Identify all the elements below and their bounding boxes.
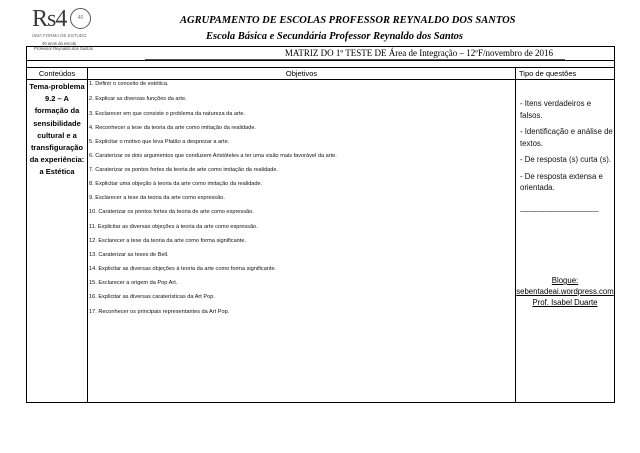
question-type-item: - De resposta (s) curta (s).: [520, 155, 611, 164]
objective-item: 10. Caraterizar os pontos fortes da teoria de arte como expressão.: [89, 209, 254, 215]
column-header-question-types: Tipo de questões: [519, 69, 577, 78]
objective-item: 1. Definir o conceito de estética.: [89, 81, 169, 87]
objective-item: 11. Explicitar as diversas objeções à teoria da arte como expressão.: [89, 224, 258, 230]
objective-item: 14. Explicitar as diversas objeções à teoria da arte como forma significante.: [89, 266, 277, 272]
objective-item: 7. Caraterizar os pontos fortes da teoria de arte como imitação da realidade.: [89, 167, 279, 173]
blog-link[interactable]: sebentadeai.wordpress.com: [516, 287, 614, 296]
school-logo: [30, 6, 102, 50]
objective-item: 4. Reconhecer a tese da teoria da arte como imitação da realidade.: [89, 125, 256, 131]
objective-item: 15. Esclarecer a origem da Pop Art.: [89, 280, 178, 286]
objective-item: 5. Explicitar o motivo que leva Platão a desprezar a arte.: [89, 139, 230, 145]
logo-text: Rs4: [32, 6, 67, 32]
question-type-item: - Itens verdadeiros e falsos.: [520, 99, 592, 120]
blog-info: [516, 275, 614, 308]
column-divider: [87, 68, 88, 403]
objective-item: 6. Caraterizar os dois argumentos que conduzem Aristóteles a ter uma visão mais favorável da arte.: [89, 153, 337, 159]
objectives-table: [27, 67, 614, 403]
header-subtitle: Escola Básica e Secundária Professor Reynaldo dos Santos: [206, 31, 463, 42]
question-type-item: - Identificação e análise de textos.: [520, 127, 613, 148]
header-title: AGRUPAMENTO DE ESCOLAS PROFESSOR REYNALDO DOS SANTOS: [180, 15, 516, 26]
objective-item: 3. Esclarecer em que consiste o problema da natureza da arte.: [89, 111, 246, 117]
column-header-contents: Conteúdos: [38, 69, 76, 78]
question-types: [520, 98, 614, 199]
logo-ring: 40: [70, 8, 91, 29]
logo-line-1: 40 anos da escola: [42, 41, 76, 46]
objective-item: 9. Esclarecer a tese da teoria da arte como expressão.: [89, 195, 225, 201]
blog-label: Blogue:: [551, 276, 579, 285]
document-frame: [26, 46, 615, 403]
matrix-title: MATRIZ DO 1º TESTE DE Área de Integração – 12ºF/novembro de 2016: [145, 47, 565, 60]
logo-line-2: Professor Reynaldo dos Santos: [34, 46, 93, 51]
logo-tagline: UMA FORMA DE ESTUDO: [32, 33, 87, 38]
objective-item: 8. Explicitar uma objeção à teoria da arte como imitação da realidade.: [89, 181, 263, 187]
column-divider: [515, 68, 516, 403]
theme-cell: Tema-problema 9.2 – A formação da sensibilidade cultural e a transfiguração da experiência: a Estética: [29, 82, 85, 177]
column-header-objectives: Objetivos: [285, 69, 318, 78]
objective-item: 17. Reconhecer os principais representantes da Art Pop.: [89, 309, 230, 315]
objective-item: 2. Explicar as diversas funções da arte.: [89, 96, 187, 102]
divider: [27, 60, 614, 61]
header-divider: [27, 79, 614, 80]
objective-item: 13. Caraterizar as teses de Bell.: [89, 252, 169, 258]
question-type-item: - De resposta extensa e orientada.: [520, 171, 603, 192]
objective-item: 12. Esclarecer a tese da teoria da arte como forma significante.: [89, 238, 247, 244]
separator-line: -------------------------------------------------: [520, 209, 599, 215]
blog-author: Prof. Isabel Duarte: [532, 298, 598, 307]
objective-item: 16. Explicitar as diversas caraterísticas da Art Pop.: [89, 294, 215, 300]
